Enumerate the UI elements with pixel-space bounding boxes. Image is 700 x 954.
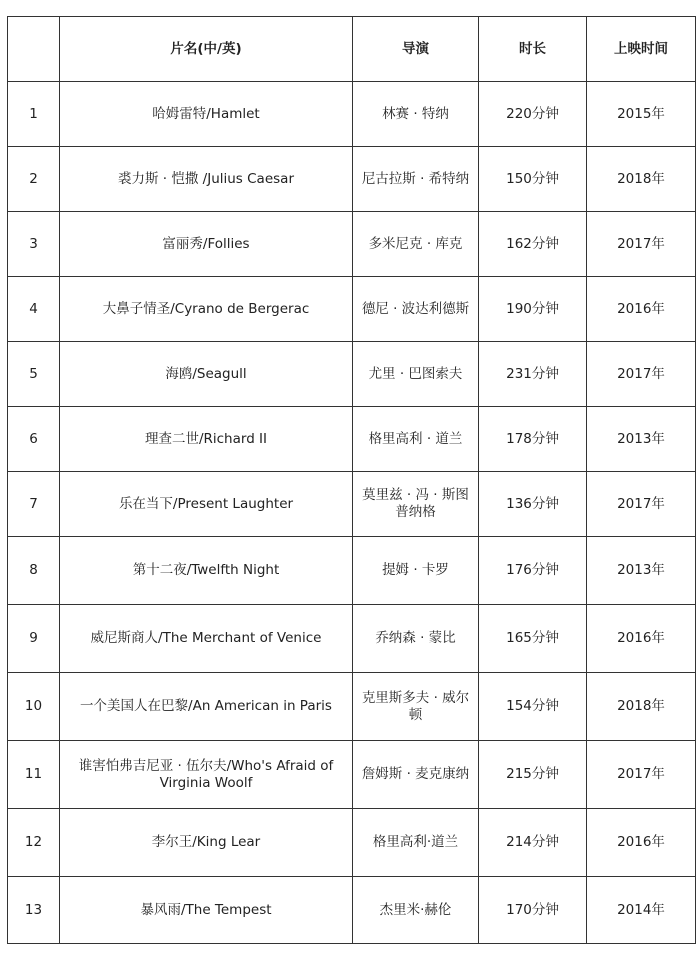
table-row	[8, 82, 696, 147]
row-director: 格里高利 · 道兰	[353, 407, 479, 472]
row-director: 詹姆斯 · 麦克康纳	[353, 741, 479, 809]
films-table	[7, 16, 696, 944]
row-duration: 165分钟	[479, 605, 587, 673]
row-year: 2013年	[587, 407, 696, 472]
table-row	[8, 809, 696, 877]
header-index	[8, 17, 60, 82]
table-row	[8, 212, 696, 277]
row-year: 2016年	[587, 605, 696, 673]
row-index: 5	[8, 342, 60, 407]
row-title: 富丽秀/Follies	[60, 212, 353, 277]
row-year: 2013年	[587, 537, 696, 605]
row-director: 尤里 · 巴图索夫	[353, 342, 479, 407]
row-index: 13	[8, 877, 60, 944]
row-title: 理查二世/Richard II	[60, 407, 353, 472]
row-title: 大鼻子情圣/Cyrano de Bergerac	[60, 277, 353, 342]
row-duration: 150分钟	[479, 147, 587, 212]
table-row	[8, 342, 696, 407]
row-year: 2014年	[587, 877, 696, 944]
row-year: 2017年	[587, 472, 696, 537]
row-director: 格里高利·道兰	[353, 809, 479, 877]
row-index: 9	[8, 605, 60, 673]
row-title: 裘力斯 · 恺撒 /Julius Caesar	[60, 147, 353, 212]
row-director: 杰里米·赫伦	[353, 877, 479, 944]
header-title: 片名(中/英)	[60, 17, 353, 82]
row-title: 海鸥/Seagull	[60, 342, 353, 407]
row-duration: 214分钟	[479, 809, 587, 877]
row-year: 2017年	[587, 342, 696, 407]
table-row	[8, 877, 696, 944]
row-duration: 220分钟	[479, 82, 587, 147]
row-duration: 176分钟	[479, 537, 587, 605]
table-row	[8, 147, 696, 212]
row-index: 2	[8, 147, 60, 212]
header-director: 导演	[353, 17, 479, 82]
row-director: 莫里兹 · 冯 · 斯图普纳格	[353, 472, 479, 537]
table-row	[8, 472, 696, 537]
row-index: 12	[8, 809, 60, 877]
row-year: 2018年	[587, 673, 696, 741]
row-director: 多米尼克 · 库克	[353, 212, 479, 277]
row-title: 一个美国人在巴黎/An American in Paris	[60, 673, 353, 741]
row-title: 谁害怕弗吉尼亚 · 伍尔夫/Who's Afraid of Virginia Woolf	[60, 741, 353, 809]
row-index: 11	[8, 741, 60, 809]
row-index: 10	[8, 673, 60, 741]
row-year: 2016年	[587, 809, 696, 877]
table-row	[8, 537, 696, 605]
row-duration: 178分钟	[479, 407, 587, 472]
row-director: 克里斯多夫 · 威尔顿	[353, 673, 479, 741]
table-row	[8, 741, 696, 809]
row-director: 尼古拉斯 · 希特纳	[353, 147, 479, 212]
row-index: 1	[8, 82, 60, 147]
row-title: 第十二夜/Twelfth Night	[60, 537, 353, 605]
row-index: 6	[8, 407, 60, 472]
row-duration: 136分钟	[479, 472, 587, 537]
table-row	[8, 407, 696, 472]
row-duration: 215分钟	[479, 741, 587, 809]
row-index: 8	[8, 537, 60, 605]
row-title: 李尔王/King Lear	[60, 809, 353, 877]
table-row	[8, 605, 696, 673]
row-year: 2017年	[587, 212, 696, 277]
row-year: 2017年	[587, 741, 696, 809]
row-title: 暴风雨/The Tempest	[60, 877, 353, 944]
row-index: 3	[8, 212, 60, 277]
header-duration: 时长	[479, 17, 587, 82]
table-row	[8, 277, 696, 342]
row-duration: 231分钟	[479, 342, 587, 407]
row-duration: 162分钟	[479, 212, 587, 277]
row-title: 威尼斯商人/The Merchant of Venice	[60, 605, 353, 673]
row-index: 4	[8, 277, 60, 342]
table-row	[8, 673, 696, 741]
row-title: 乐在当下/Present Laughter	[60, 472, 353, 537]
row-year: 2018年	[587, 147, 696, 212]
row-director: 林赛 · 特纳	[353, 82, 479, 147]
row-director: 德尼 · 波达利德斯	[353, 277, 479, 342]
row-duration: 190分钟	[479, 277, 587, 342]
row-duration: 170分钟	[479, 877, 587, 944]
row-director: 提姆 · 卡罗	[353, 537, 479, 605]
row-year: 2015年	[587, 82, 696, 147]
row-duration: 154分钟	[479, 673, 587, 741]
table-header-row	[8, 17, 696, 82]
row-year: 2016年	[587, 277, 696, 342]
row-title: 哈姆雷特/Hamlet	[60, 82, 353, 147]
row-index: 7	[8, 472, 60, 537]
row-director: 乔纳森 · 蒙比	[353, 605, 479, 673]
header-year: 上映时间	[587, 17, 696, 82]
